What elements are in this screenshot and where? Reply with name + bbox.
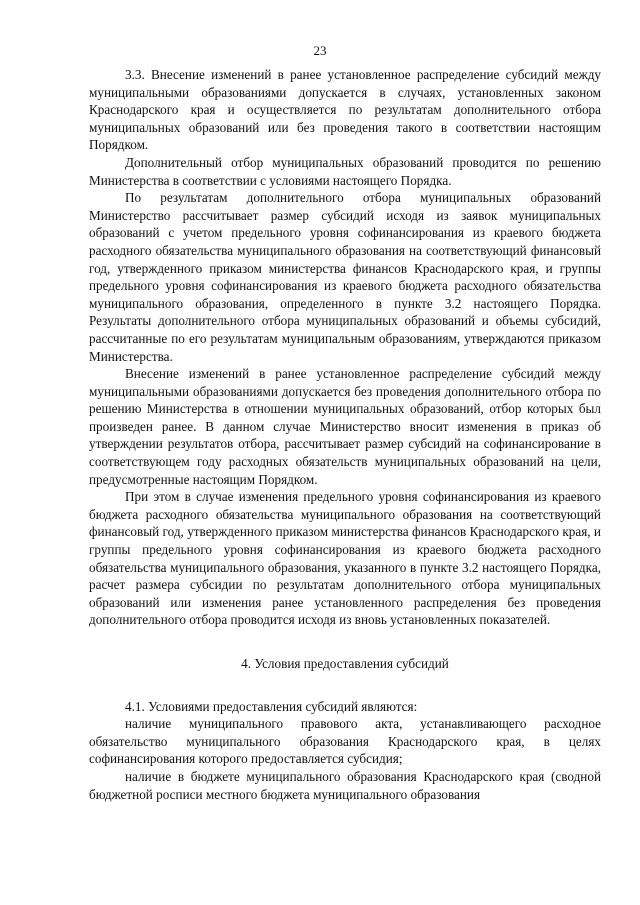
page-content bbox=[89, 66, 601, 803]
paragraph-condition-legal-act: наличие муниципального правового акта, устанавливающего расходное обязательство муниципального образования Краснодарского края, в целях софинансирования которого предоставляется субсидия; bbox=[89, 716, 601, 767]
page-number: 23 bbox=[313, 43, 327, 58]
paragraph-cofinancing-change: При этом в случае изменения предельного уровня софинансирования из краевого бюджета расходного обязательства муниципального образования на соответствующий финансовый год, утвержденного приказом министерства финансов Краснодарского края, и группы предельного уровня софинансирования из краевого бюджета расходного обязательства муниципального образования, указанного в пункте 3.2 настоящего Порядка, расчет размера субсидии по результатам дополнительного отбора муниципальных образований или изменения ранее установленного распределения без проведения дополнительного отбора проводится исходя из вновь установленных показателей. bbox=[89, 489, 601, 628]
paragraph-3-3: 3.3. Внесение изменений в ранее установленное распределение субсидий между муниципальными образованиями допускается в случаях, установленных законом Краснодарского края и осуществляется по результатам дополнительного отбора муниципальных образований или без проведения такого в соответствии настоящим Порядком. bbox=[89, 67, 601, 153]
paragraph-changes-without-selection: Внесение изменений в ранее установленное распределение субсидий между муниципальными образованиями допускается без проведения дополнительного отбора по решению Министерства в отношении муниципальных образований, отбор которых был произведен ранее. В данном случае Министерство вносит изменения в приказ об утверждении результатов отбора, рассчитывает размер субсидий на софинансирование в соответствующем году расходных обязательств муниципальных образований на цели, предусмотренные настоящим Порядком. bbox=[89, 366, 601, 487]
paragraph-condition-budget: наличие в бюджете муниципального образования Краснодарского края (сводной бюджетной росписи местного бюджета муниципального образования bbox=[89, 768, 601, 802]
paragraph-selection-results: По результатам дополнительного отбора муниципальных образований Министерство рассчитывает размер субсидий исходя из заявок муниципальных образований с учетом предельного уровня софинансирования из краевого бюджета расходного обязательства муниципального образования на соответствующий финансовый год, утвержденного приказом министерства финансов Краснодарского края, и группы предельного уровня софинансирования из краевого бюджета расходного обязательства муниципального образования, определенного в пункте 3.2 настоящего Порядка. Результаты дополнительного отбора муниципальных образований и объемы субсидий, рассчитанные по его результатам муниципальным образованиям, утверждаются приказом Министерства. bbox=[89, 190, 601, 364]
paragraph-4-1: 4.1. Условиями предоставления субсидий являются: bbox=[125, 698, 418, 714]
section-heading-4: 4. Условия предоставления субсидий bbox=[241, 656, 449, 671]
paragraph-additional-selection: Дополнительный отбор муниципальных образований проводится по решению Министерства в соответствии с условиями настоящего Порядка. bbox=[89, 154, 601, 188]
